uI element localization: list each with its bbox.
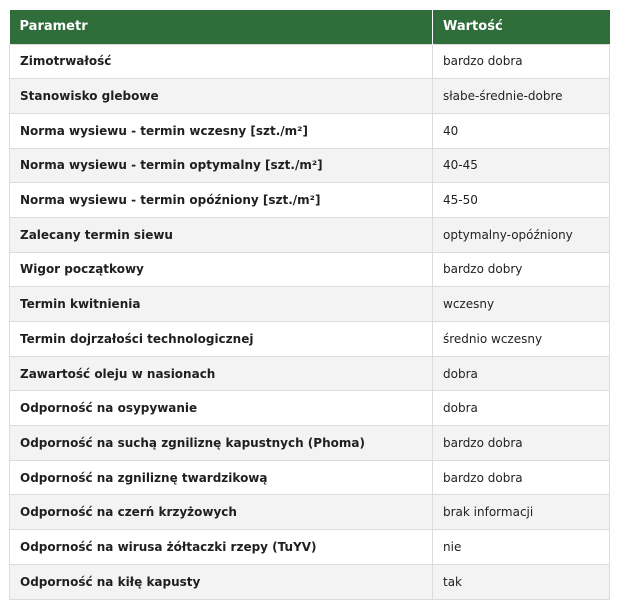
value-cell: słabe-średnie-dobre [433,79,610,114]
value-cell: nie [433,530,610,565]
table-row [10,148,610,183]
parameter-cell: Wigor początkowy [10,252,433,287]
table-row [10,252,610,287]
parameter-cell: Stanowisko glebowe [10,79,433,114]
value-cell: 45-50 [433,183,610,218]
parameter-cell: Odporność na suchą zgniliznę kapustnych (Phoma) [10,426,433,461]
value-cell: bardzo dobra [433,460,610,495]
table-row [10,183,610,218]
table-row [10,460,610,495]
parameter-cell: Odporność na zgniliznę twardzikową [10,460,433,495]
parameters-table-container [9,10,609,600]
table-row [10,322,610,357]
parameter-cell: Odporność na osypywanie [10,391,433,426]
parameter-cell: Termin dojrzałości technologicznej [10,322,433,357]
value-cell: bardzo dobry [433,252,610,287]
parameter-cell: Odporność na kiłę kapusty [10,564,433,599]
table-header [10,10,610,44]
table-row [10,44,610,79]
table-row [10,564,610,599]
table-row [10,287,610,322]
value-cell: średnio wczesny [433,322,610,357]
parameter-cell: Termin kwitnienia [10,287,433,322]
parameter-cell: Zawartość oleju w nasionach [10,356,433,391]
table-row [10,495,610,530]
parameter-cell: Norma wysiewu - termin opóźniony [szt./m²] [10,183,433,218]
parameter-cell: Odporność na czerń krzyżowych [10,495,433,530]
value-cell: bardzo dobra [433,44,610,79]
value-cell: 40-45 [433,148,610,183]
value-cell: tak [433,564,610,599]
value-cell: brak informacji [433,495,610,530]
value-cell: optymalny-opóźniony [433,217,610,252]
header-row [10,10,610,44]
value-cell: bardzo dobra [433,426,610,461]
table-row [10,391,610,426]
value-cell: dobra [433,391,610,426]
table-row [10,530,610,565]
parameter-cell: Zalecany termin siewu [10,217,433,252]
table-row [10,113,610,148]
parameters-table [9,10,610,600]
parameter-cell: Norma wysiewu - termin wczesny [szt./m²] [10,113,433,148]
parameter-cell: Zimotrwałość [10,44,433,79]
value-cell: dobra [433,356,610,391]
parameter-cell: Norma wysiewu - termin optymalny [szt./m²] [10,148,433,183]
parameter-cell: Odporność na wirusa żółtaczki rzepy (TuYV) [10,530,433,565]
value-cell: 40 [433,113,610,148]
table-body [10,44,610,599]
value-cell: wczesny [433,287,610,322]
table-row [10,217,610,252]
table-row [10,426,610,461]
header-parameter: Parametr [10,10,433,44]
table-row [10,79,610,114]
header-value: Wartość [443,19,503,35]
table-row [10,356,610,391]
